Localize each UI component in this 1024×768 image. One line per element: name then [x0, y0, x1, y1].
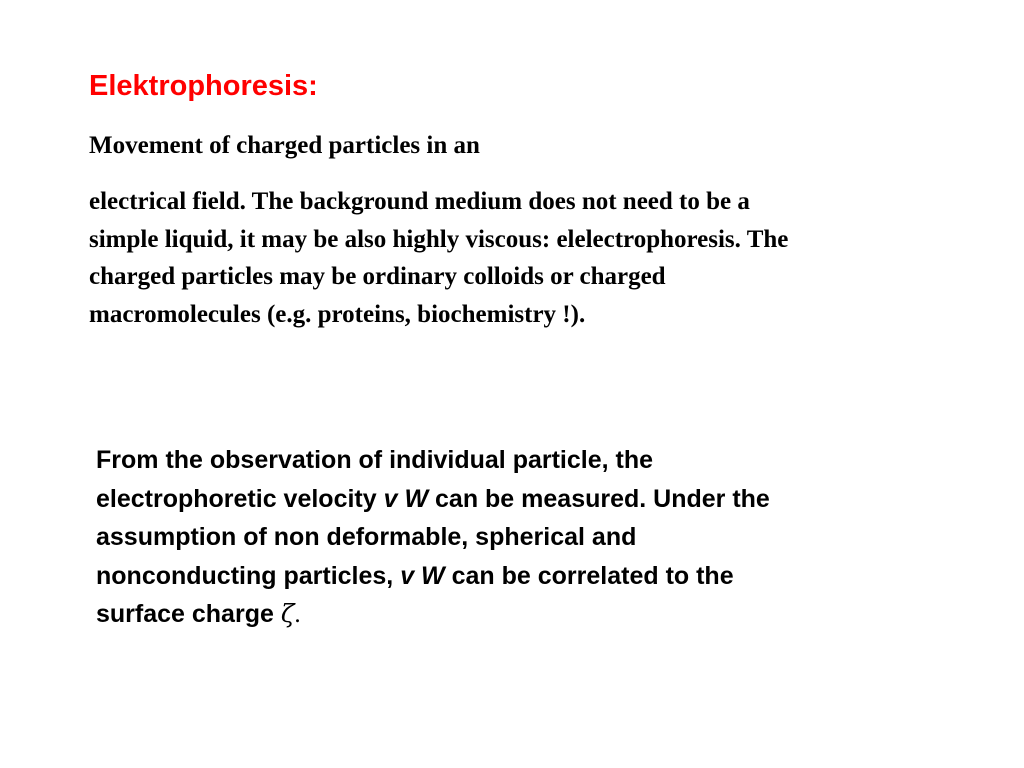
observation-line [96, 441, 996, 480]
definition-line: charged particles may be ordinary colloids or charged [89, 263, 666, 290]
observation-text: electrophoretic velocity [96, 484, 384, 513]
definition-paragraph [89, 183, 989, 333]
observation-text: can be correlated to the [444, 561, 734, 590]
definition-line: macromolecules (e.g. proteins, biochemistry !). [89, 300, 586, 328]
observation-text: assumption of non deformable, spherical and [96, 523, 637, 551]
observation-line [96, 480, 996, 519]
observation-text: can be measured. Under the [428, 484, 770, 513]
observation-paragraph [96, 441, 996, 635]
observation-line [96, 557, 996, 596]
velocity-symbol: v W [383, 484, 429, 513]
observation-text: surface charge [96, 600, 281, 628]
observation-text: From the observation of individual particle, the [96, 446, 654, 474]
observation-line [96, 595, 996, 635]
observation-text: . [294, 601, 301, 628]
definition-heading: Movement of charged particles in an [89, 132, 480, 159]
slide-title: Elektrophoresis: [89, 70, 318, 102]
observation-line [96, 518, 996, 557]
zeta-symbol: ζ [280, 599, 295, 628]
definition-line: electrical field. The background medium does not need to be a [89, 188, 750, 215]
definition-line: simple liquid, it may be also highly viscous: elelectrophoresis. The [89, 225, 789, 253]
velocity-symbol: v W [400, 561, 445, 590]
observation-text: nonconducting particles, [96, 561, 401, 590]
